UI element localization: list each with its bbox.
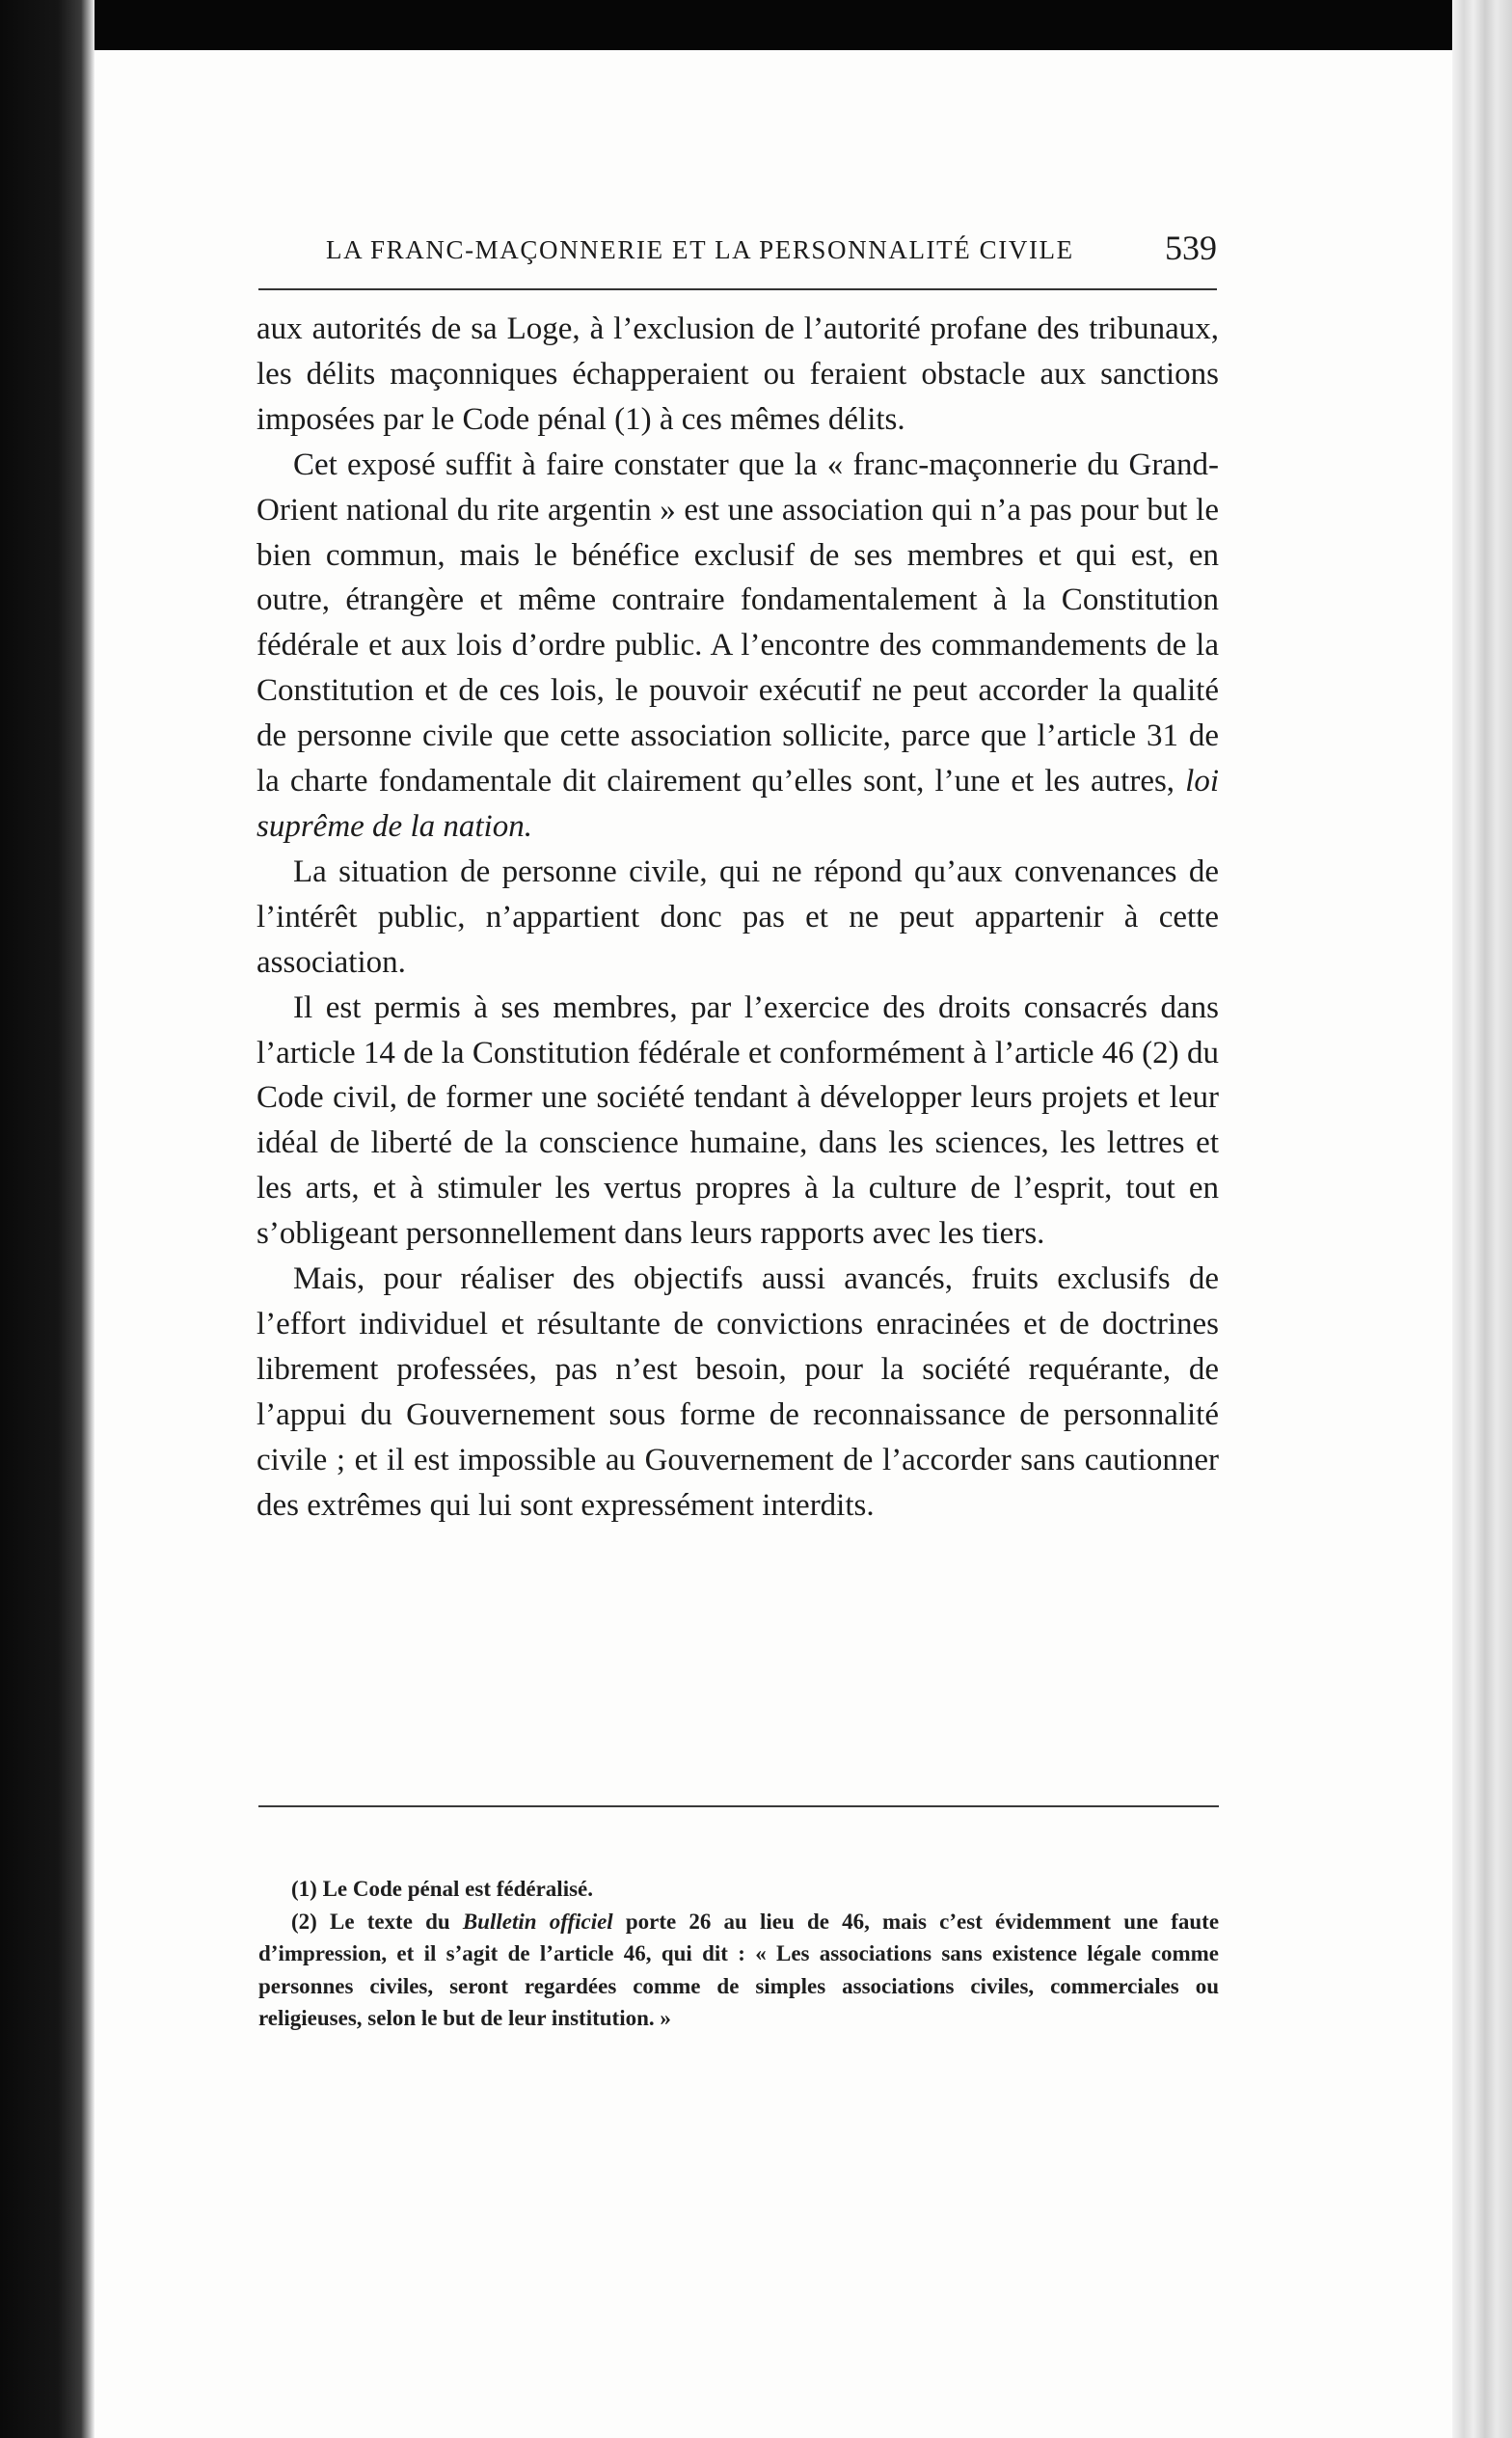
footnote-1: (1) Le Code pénal est fédéralisé. <box>291 1877 593 1901</box>
scan-border-top <box>0 0 1512 50</box>
page-edges-right <box>1452 0 1512 2438</box>
footnotes <box>258 1873 1219 2035</box>
footnote-2-text: porte 26 au lieu de 46, mais c’est évidemment une faute d’impression, et il s’agit de l’article 46, qui dit : « Les associations sans existence légale comme personnes civiles, seront regardées comme de simples associations civiles, commerciales ou religieuses, selon le but de leur institution. » <box>258 1909 1220 2030</box>
paragraph-2-italic: loi suprême de la nation. <box>256 764 1219 844</box>
paragraph-5: Mais, pour réaliser des objectifs aussi avancés, fruits exclusifs de l’effort individuel et résultante de convictions enracinées et de doctrines librement professées, pas n’est besoin, pour la société requérante, de l’appui du Gouvernement sous forme de reconnaissance de personnalité civile ; et il est impossible au Gouvernement de l’accorder sans cautionner des extrêmes qui lui sont expressément interdits. <box>256 1261 1219 1523</box>
footnote-2 <box>258 1906 1219 2035</box>
running-head-title: LA FRANC-MAÇONNERIE ET LA PERSONNALITÉ CIVILE <box>326 235 1074 264</box>
paragraph-2 <box>256 443 1219 850</box>
body-text <box>256 307 1219 1528</box>
paragraph-4: Il est permis à ses membres, par l’exercice des droits consacrés dans l’article 14 de la Constitution fédérale et conformément à l’article 46 (2) du Code civil, de former une société tendant à développer leurs projets et leur idéal de liberté de la conscience humaine, dans les sciences, les lettres et les arts, et à stimuler les vertus propres à la culture de l’esprit, tout en s’obligeant personnellement dans leurs rapports avec les tiers. <box>256 989 1219 1252</box>
paragraph-2-text: Cet exposé suffit à faire constater que la « franc-maçonnerie du Grand-Orient national du rite argentin » est une association qui n’a pas pour but le bien commun, mais le bénéfice exclusif de ses membres et qui est, en outre, étrangère et même contraire fondamentalement à la Constitution fédérale et aux lois d’ordre public. A l’encontre des commandements de la Constitution et de ces lois, le pouvoir exécutif ne peut accorder la qualité de personne civile que cette association sollicite, parce que l’article 31 de la charte fondamentale dit clairement qu’elles sont, l’une et les autres, <box>256 447 1219 799</box>
page-number: 539 <box>1165 229 1217 267</box>
footnote-2-italic: Bulletin officiel <box>462 1909 613 1934</box>
footnote-rule <box>258 1805 1219 1807</box>
running-head <box>220 226 1217 268</box>
scan-border-left <box>0 0 94 2438</box>
footnote-2-lead: (2) Le texte du <box>291 1909 450 1934</box>
paragraph-1: aux autorités de sa Loge, à l’exclusion de l’autorité profane des tribunaux, les délits maçonniques échapperaient ou feraient obstacle aux sanctions imposées par le Code pénal (1) à ces mêmes délits. <box>256 312 1219 437</box>
header-rule <box>258 288 1217 290</box>
paragraph-3: La situation de personne civile, qui ne répond qu’aux convenances de l’intérêt public, n’appartient donc pas et ne peut appartenir à cette association. <box>256 853 1219 980</box>
